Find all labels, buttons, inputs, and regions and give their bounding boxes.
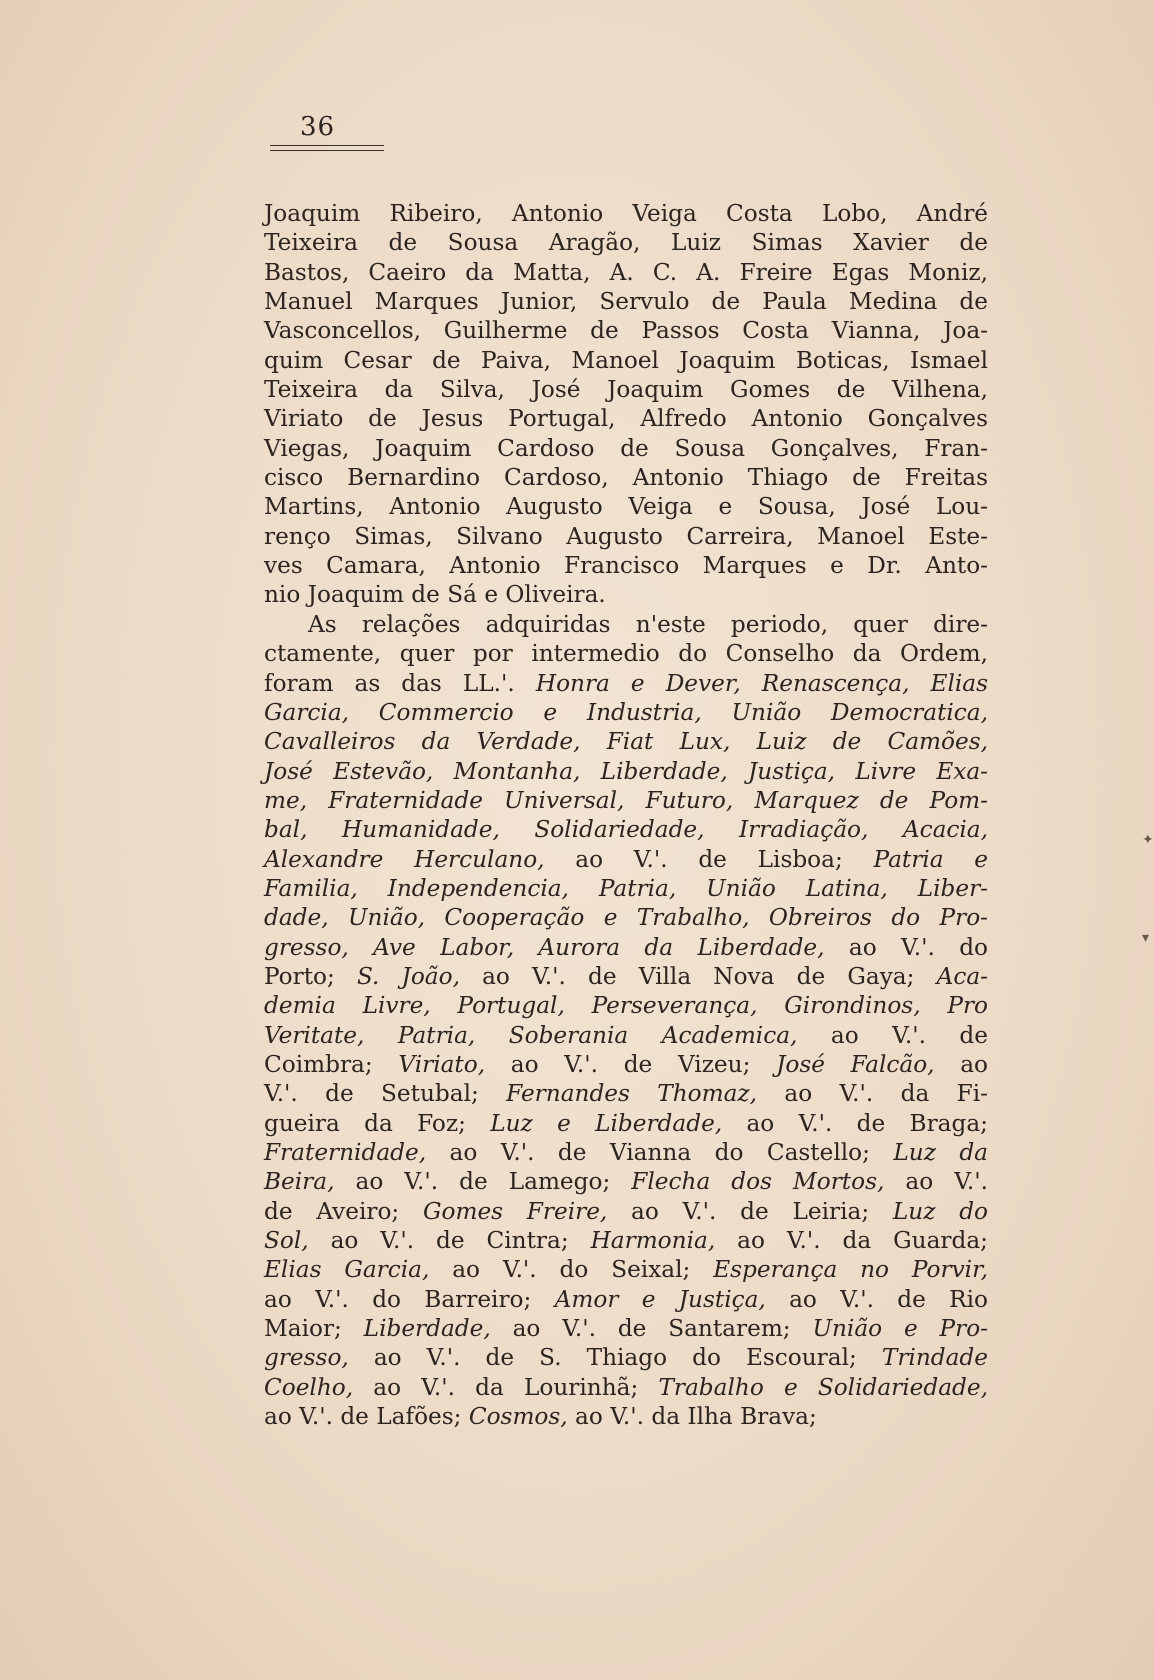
- text-segment: Viegas, Joaquim Cardoso de Sousa Gonçalves, Fran-: [264, 434, 988, 462]
- lodge-name-text: Trabalho e Solidariedade,: [658, 1373, 988, 1401]
- text-segment: ao V.'. do Barreiro;: [264, 1285, 555, 1313]
- text-segment: ao V.'. de Braga;: [722, 1109, 988, 1137]
- text-segment: ao V.'. da Ilha Brava;: [567, 1403, 817, 1431]
- text-line: [264, 522, 988, 551]
- text-line: [264, 1167, 988, 1196]
- text-line: [264, 1050, 988, 1079]
- text-line: [264, 933, 988, 962]
- text-line: [264, 404, 988, 433]
- text-line: [264, 874, 988, 903]
- text-line: [264, 1197, 988, 1226]
- page-number: 36: [300, 112, 336, 142]
- lodge-name-text: Liberdade,: [363, 1315, 491, 1343]
- text-line: [264, 786, 988, 815]
- text-line: [264, 1343, 988, 1372]
- text-segment: As relações adquiridas n'este periodo, quer dire-: [308, 610, 988, 638]
- text-segment: ao V.'. de: [797, 1021, 988, 1049]
- text-segment: ao V.'. de Lamego;: [334, 1168, 632, 1196]
- text-segment: ctamente, quer por intermedio do Conselho da Ordem,: [264, 640, 988, 668]
- text-segment: de Aveiro;: [264, 1197, 423, 1225]
- text-segment: Teixeira da Silva, José Joaquim Gomes de Vilhena,: [264, 376, 988, 404]
- text-line: [264, 1402, 988, 1431]
- text-line: [264, 845, 988, 874]
- text-segment: ao V.'. da Lourinhã;: [353, 1373, 659, 1401]
- lodge-name-text: José Estevão, Montanha, Liberdade, Justiça, Livre Exa-: [264, 757, 988, 785]
- text-segment: cisco Bernardino Cardoso, Antonio Thiago de Freitas: [264, 464, 988, 492]
- text-segment: ao V.'. da Fi-: [757, 1080, 988, 1108]
- text-segment: Maior;: [264, 1315, 364, 1343]
- text-line: [264, 727, 988, 756]
- text-line: [264, 463, 988, 492]
- lodge-name-text: Aca-: [936, 962, 988, 990]
- text-segment: gueira da Foz;: [264, 1109, 491, 1137]
- text-line: [264, 492, 988, 521]
- lodge-name-text: dade, União, Cooperação e Trabalho, Obreiros do Pro-: [264, 904, 988, 932]
- text-segment: V.'. de Setubal;: [264, 1080, 507, 1108]
- text-line: [264, 669, 988, 698]
- lodge-name-text: gresso,: [264, 1344, 349, 1372]
- text-line: [264, 199, 988, 228]
- lodge-name-text: Trindade: [881, 1344, 988, 1372]
- lodge-name-text: Viriato,: [398, 1050, 486, 1078]
- text-segment: ao: [934, 1050, 988, 1078]
- text-segment: foram as das LL.'.: [264, 669, 536, 697]
- text-segment: ao V.'. de Villa Nova de Gaya;: [459, 962, 937, 990]
- text-line: [264, 1314, 988, 1343]
- lodge-name-text: Alexandre Herculano,: [264, 845, 545, 873]
- lodge-name-text: gresso, Ave Labor, Aurora da Liberdade,: [264, 933, 825, 961]
- text-segment: ao V.'. de Cintra;: [308, 1227, 591, 1255]
- text-segment: quim Cesar de Paiva, Manoel Joaquim Boticas, Ismael: [264, 346, 988, 374]
- text-segment: ao V.'. do Seixal;: [429, 1256, 714, 1284]
- text-segment: ao V.'. da Guarda;: [715, 1227, 988, 1255]
- text-line: [264, 962, 988, 991]
- page-number-rule-top: [270, 145, 384, 146]
- lodge-name-text: Luz da: [893, 1139, 988, 1166]
- text-line: [264, 1138, 988, 1167]
- margin-speck: ▾: [1142, 930, 1150, 946]
- lodge-name-text: Garcia, Commercio e Industria, União Democratica,: [264, 698, 988, 726]
- lodge-name-text: José Falcão,: [776, 1050, 935, 1078]
- lodge-name-text: Coelho,: [264, 1373, 354, 1401]
- text-line: [264, 1109, 988, 1138]
- text-segment: Coimbra;: [264, 1050, 399, 1078]
- lodge-name-text: Flecha dos Mortos,: [631, 1168, 885, 1196]
- text-line: [264, 551, 988, 580]
- margin-speck: ✦: [1142, 832, 1154, 848]
- lodge-name-text: Sol,: [264, 1227, 309, 1255]
- text-segment: ao V.'. de Vianna do Castello;: [426, 1139, 894, 1166]
- lodge-name-text: Amor e Justiça,: [554, 1285, 766, 1313]
- page-number-rule-bottom: [270, 150, 384, 151]
- text-line: [264, 375, 988, 404]
- lodge-name-text: S. João,: [356, 962, 460, 990]
- text-segment: Viriato de Jesus Portugal, Alfredo Antonio Gonçalves: [264, 405, 988, 433]
- text-line: [264, 757, 988, 786]
- text-segment: ao V.'.: [884, 1168, 988, 1196]
- text-line: [264, 698, 988, 727]
- text-line: [264, 434, 988, 463]
- lodge-name-text: Harmonia,: [590, 1227, 716, 1255]
- text-line: [264, 258, 988, 287]
- text-line: [264, 316, 988, 345]
- text-line: [264, 1285, 988, 1314]
- text-segment: Martins, Antonio Augusto Veiga e Sousa, José Lou-: [264, 493, 988, 521]
- lodge-name-text: Luz e Liberdade,: [490, 1109, 723, 1137]
- text-segment: ao V.'. de S. Thiago do Escoural;: [348, 1344, 882, 1372]
- text-line: [264, 903, 988, 932]
- text-segment: Teixeira de Sousa Aragão, Luiz Simas Xavier de: [264, 229, 988, 257]
- lodge-name-text: Beira,: [264, 1168, 335, 1196]
- text-segment: ao V.'. de Lafões;: [264, 1403, 469, 1431]
- lodge-name-text: bal, Humanidade, Solidariedade, Irradiação, Acacia,: [264, 816, 988, 844]
- lodge-name-text: Cosmos,: [468, 1403, 568, 1431]
- text-line: [264, 346, 988, 375]
- text-segment: ao V.'. do: [824, 933, 988, 961]
- text-segment: renço Simas, Silvano Augusto Carreira, Manoel Este-: [264, 522, 988, 550]
- lodge-name-text: Honra e Dever, Renascença, Elias: [535, 669, 988, 697]
- body-text: [264, 199, 988, 1431]
- text-segment: Manuel Marques Junior, Servulo de Paula Medina de: [264, 288, 988, 316]
- text-segment: nio Joaquim de Sá e Oliveira.: [264, 581, 606, 609]
- text-line: [264, 1373, 988, 1402]
- text-line: [264, 991, 988, 1020]
- text-segment: ao V.'. de Santarem;: [490, 1315, 813, 1343]
- text-line: [264, 1021, 988, 1050]
- text-line: [264, 1255, 988, 1284]
- text-line: [264, 815, 988, 844]
- text-line: [264, 287, 988, 316]
- text-line: [264, 580, 988, 609]
- text-segment: ao V.'. de Lisboa;: [544, 845, 874, 873]
- text-line: [264, 639, 988, 668]
- lodge-name-text: Patria e: [873, 845, 988, 873]
- lodge-name-text: Veritate, Patria, Soberania Academica,: [264, 1021, 798, 1049]
- text-segment: Joaquim Ribeiro, Antonio Veiga Costa Lobo, André: [264, 200, 988, 227]
- lodge-name-text: Familia, Independencia, Patria, União Latina, Liber-: [264, 874, 988, 902]
- text-line: [264, 1226, 988, 1255]
- lodge-name-text: Gomes Freire,: [422, 1197, 608, 1225]
- text-segment: ves Camara, Antonio Francisco Marques e Dr. Anto-: [264, 552, 988, 580]
- lodge-name-text: Luz do: [892, 1197, 988, 1225]
- text-segment: ao V.'. de Leiria;: [607, 1197, 893, 1225]
- lodge-name-text: Fraternidade,: [264, 1139, 427, 1166]
- text-segment: Vasconcellos, Guilherme de Passos Costa Vianna, Joa-: [264, 317, 988, 345]
- text-segment: Porto;: [264, 962, 357, 990]
- lodge-name-text: demia Livre, Portugal, Perseverança, Girondinos, Pro: [264, 992, 988, 1020]
- text-segment: Bastos, Caeiro da Matta, A. C. A. Freire Egas Moniz,: [264, 258, 988, 286]
- lodge-name-text: Cavalleiros da Verdade, Fiat Lux, Luiz de Camões,: [264, 728, 988, 756]
- text-line: [264, 1079, 988, 1108]
- lodge-name-text: Fernandes Thomaz,: [506, 1080, 758, 1108]
- lodge-name-text: me, Fraternidade Universal, Futuro, Marquez de Pom-: [264, 786, 988, 814]
- lodge-name-text: Elias Garcia,: [264, 1256, 430, 1284]
- text-line: [264, 610, 988, 639]
- lodge-name-text: União e Pro-: [812, 1315, 988, 1343]
- text-segment: ao V.'. de Rio: [765, 1285, 988, 1313]
- text-segment: ao V.'. de Vizeu;: [485, 1050, 777, 1078]
- lodge-name-text: Esperança no Porvir,: [713, 1256, 988, 1284]
- text-line: [264, 228, 988, 257]
